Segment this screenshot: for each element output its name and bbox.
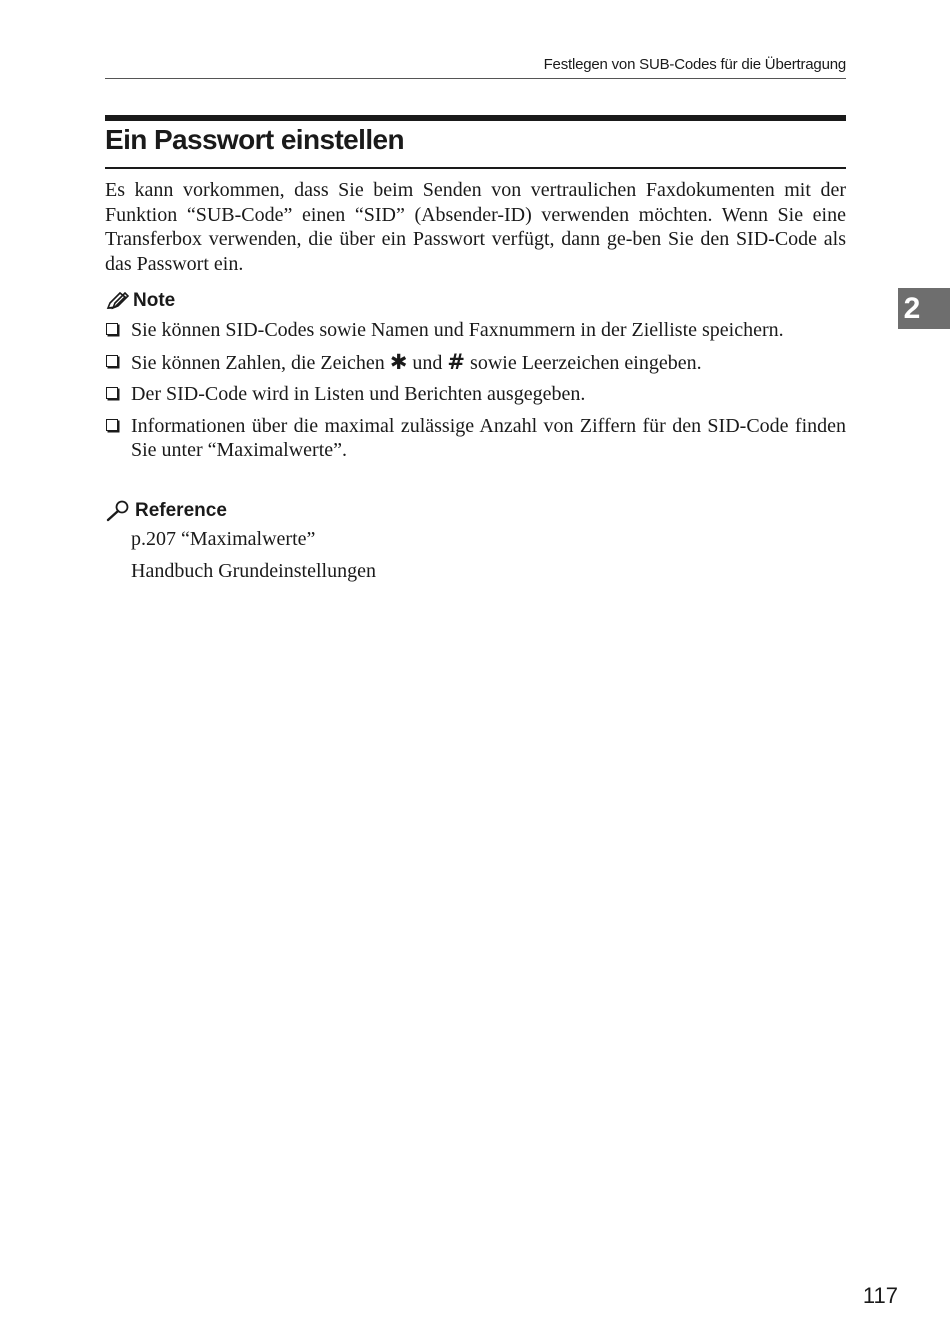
checkbox-bullet-icon — [106, 323, 118, 335]
checkbox-bullet-icon — [106, 419, 118, 431]
reference-label: Reference — [135, 500, 227, 521]
checkbox-bullet-icon — [106, 355, 118, 367]
checkbox-bullet-icon — [106, 387, 118, 399]
title-rule-top — [105, 115, 846, 121]
pencil-icon — [105, 291, 129, 311]
reference-link[interactable]: p.207 “Maximalwerte” — [131, 528, 316, 550]
list-item: Sie können Zahlen, die Zeichen ✱ und # sowie Leerzeichen eingeben. — [105, 350, 846, 376]
reference-manual: Handbuch Grundeinstellungen — [131, 560, 376, 582]
note-label: Note — [133, 290, 176, 311]
title-rule-bottom — [105, 167, 846, 169]
chapter-tab: 2 — [898, 288, 950, 329]
magnifier-icon — [105, 500, 131, 522]
star-key-icon: ✱ — [389, 349, 408, 374]
intro-paragraph: Es kann vorkommen, dass Sie beim Senden von vertraulichen Faxdokumenten mit der Funktion “SUB-Code” einen “SID” (Absender-ID) verwenden möchten. Wenn Sie eine Transferbox verwenden, die über ein Passwort verfügt, dann ge-ben Sie den SID-Code als das Passwort ein. — [105, 179, 846, 275]
note-heading — [105, 290, 175, 312]
note-list — [105, 318, 846, 470]
reference-heading — [105, 500, 227, 522]
list-item: Sie können SID-Codes sowie Namen und Faxnummern in der Zielliste speichern. — [105, 318, 846, 343]
list-item: Informationen über die maximal zulässige Anzahl von Ziffern für den SID-Code finden Sie unter “Maximalwerte”. — [105, 414, 846, 463]
running-header: Festlegen von SUB-Codes für die Übertragung — [543, 56, 846, 73]
hash-key-icon: # — [447, 349, 466, 374]
section-title: Ein Passwort einstellen — [105, 124, 404, 155]
page-number: 117 — [862, 1283, 898, 1308]
header-rule — [105, 78, 846, 79]
list-item: Der SID-Code wird in Listen und Berichten ausgegeben. — [105, 382, 846, 407]
